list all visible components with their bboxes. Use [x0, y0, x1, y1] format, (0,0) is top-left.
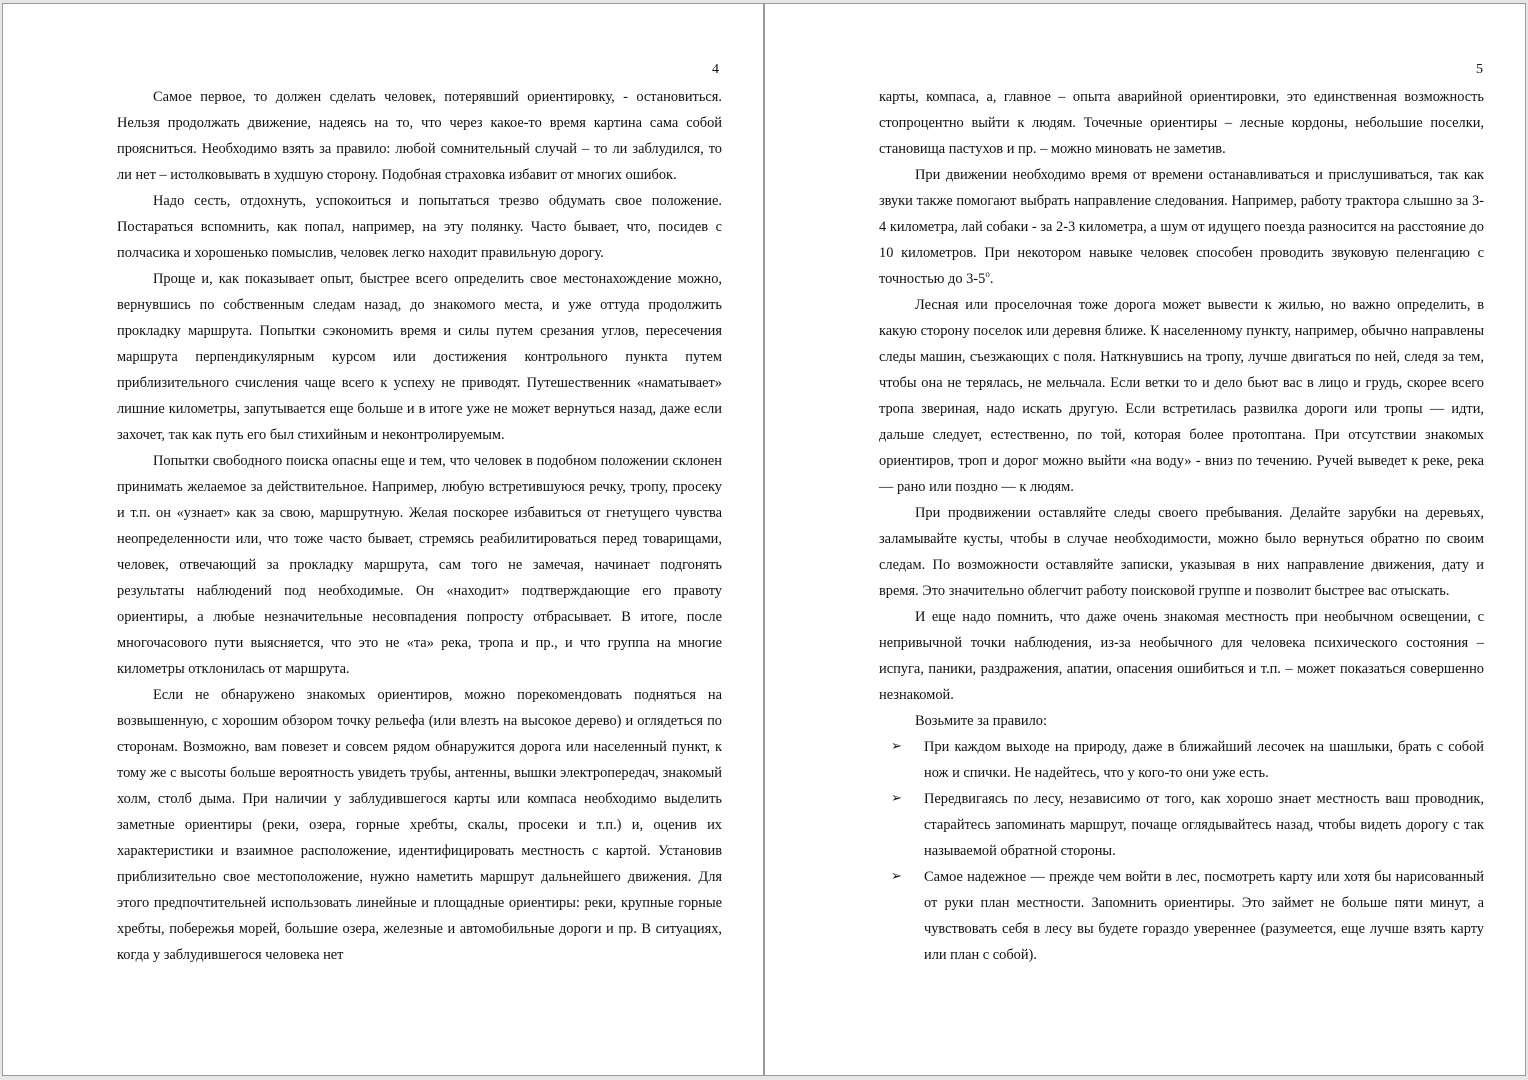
arrow-bullet-icon: ➢: [891, 739, 902, 754]
paragraph: Надо сесть, отдохнуть, успокоиться и попытаться трезво обдумать свое положение. Постараться вспомнить, как попал, например, на эту полянку. Часто бывает, что, посидев с полчасика и хорошенько помыслив, человек легко находит правильную дорогу.: [117, 193, 722, 261]
arrow-bullet-icon: ➢: [891, 791, 902, 806]
list-item: [879, 864, 1484, 968]
paragraph: Если не обнаружено знакомых ориентиров, можно порекомендовать подняться на возвышенную, с хорошим обзором точку рельефа (или влезть на высокое дерево) и оглядеться по сторонам. Возможно, вам повезет и совсем рядом обнаружится дорога или населенный пункт, к тому же с высоты больше вероятность увидеть трубы, антенны, вышки электропередач, знакомый холм, столб дыма. При наличии у заблудившегося карты или компаса необходимо выделить заметные ориентиры (реки, озера, горные хребты, скалы, просеки и т.п.) и, оценив их характеристики и взаимное расположение, идентифицировать местность с картой. Установив приблизительно свое местоположение, нужно наметить маршрут дальнейшего движения. Для этого предпочтительней использовать линейные и площадные ориентиры: реки, крупные горные хребты, побережья морей, большие озера, железные и автомобильные дороги и пр. В ситуациях, когда у заблудившегося человека нет: [117, 687, 722, 963]
paragraph: Лесная или проселочная тоже дорога может вывести к жилью, но важно определить, в какую сторону поселок или деревня ближе. К населенному пункту, например, обычно направлены следы машин, съезжающих с поля. Наткнувшись на тропу, лучше двигаться по ней, следя за тем, чтобы она не терялась, не мельчала. Если ветки то и дело бьют вас в лицо и грудь, скорее всего тропа звериная, надо искать другую. Если встретилась развилка дороги или тропы — идти, дальше следует, естественно, по той, которая более протоптана. При отсутствии знакомых ориентиров, троп и дорог можно выйти «на воду» - вниз по течению. Ручей выведет к реке, река — рано или поздно — к людям.: [879, 297, 1484, 495]
paragraph: И еще надо помнить, что даже очень знакомая местность при необычном освещении, с непривычной точки наблюдения, из-за необычного для человека психического состояния – испуга, паники, раздражения, апатии, опасения ошибиться и т.п. – может показаться совершенно незнакомой.: [879, 609, 1484, 703]
page-text: [879, 84, 1484, 968]
paragraph: Самое первое, то должен сделать человек, потерявший ориентировку, - остановиться. Нельзя продолжать движение, надеясь на то, что через какое-то время картина сама собой проясниться. Необходимо взять за правило: любой сомнительный случай – то ли заблудился, то ли нет – истолковывать в худшую сторону. Подобная страховка избавит от многих ошибок.: [117, 89, 722, 183]
paragraph: Попытки свободного поиска опасны еще и тем, что человек в подобном положении склонен принимать желаемое за действительное. Например, любую встретившуюся речку, тропу, просеку и т.п. он «узнает» как за свою, маршрутную. Желая поскорее избавиться от гнетущего чувства неопределенности или, что тоже часто бывает, стремясь реабилитироваться перед товарищами, человек, отвечающий за прокладку маршрута, сам того не замечая, начинает подгонять результаты наблюдений под необходимые. Он «находит» подтверждающие его правоту ориентиры, а любые незначительные несовпадения попросту отбрасывает. В итоге, после многочасового пути выясняется, что это не «та» река, тропа и пр., и что группа на многие километры отклонилась от маршрута.: [117, 453, 722, 677]
list-item-text: При каждом выходе на природу, даже в ближайший лесочек на шашлыки, брать с собой нож и спички. Не надейтесь, что у кого-то они уже есть.: [924, 739, 1484, 781]
page-left: [2, 3, 764, 1076]
arrow-bullet-icon: ➢: [891, 869, 902, 884]
paragraph-text: При движении необходимо время от времени останавливаться и прислушиваться, так как звуки также помогают выбрать направление следования. Например, работу трактора слышно за 3-4 километра, лай собаки - за 2-3 километра, а шум от идущего поезда разносится на расстояние до 10 километров. При некотором навыке человек способен проводить звуковую пеленгацию с точностью до 3-5: [879, 167, 1484, 287]
page-text: [117, 84, 722, 968]
rules-list: [879, 734, 1484, 968]
page-number: 4: [712, 62, 719, 77]
paragraph-end: .: [989, 271, 994, 287]
paragraph: При продвижении оставляйте следы своего пребывания. Делайте зарубки на деревьях, заламывайте кусты, чтобы в случае необходимости, можно было вернуться обратно по своим следам. По возможности оставляйте записки, указывая в них направление движения, дату и время. Это значительно облегчит работу поисковой группе и позволит быстрее вас отыскать.: [879, 505, 1484, 599]
list-item-text: Передвигаясь по лесу, независимо от того, как хорошо знает местность ваш проводник, старайтесь запоминать маршрут, почаще оглядывайтесь назад, чтобы видеть дорогу с так называемой обратной стороны.: [924, 791, 1484, 859]
paragraph-continuation: карты, компаса, а, главное – опыта аварийной ориентировки, это единственная возможность стопроцентно выйти к людям. Точечные ориентиры – лесные кордоны, небольшие поселки, становища пастухов и пр. – можно миновать не заметив.: [879, 89, 1484, 157]
paragraph: [879, 162, 1484, 292]
rules-title: Возьмите за правило:: [915, 713, 1047, 729]
page-number: 5: [1476, 62, 1483, 77]
degree-superscript: о: [985, 269, 990, 280]
list-item: [879, 786, 1484, 864]
list-item-text: Самое надежное — прежде чем войти в лес, посмотреть карту или хотя бы нарисованный от руки план местности. Запомнить ориентиры. Это займет не больше пяти минут, а чувствовать себя в лесу вы будете гораздо увереннее (разумеется, еще лучше взять карту или план с собой).: [924, 869, 1484, 963]
page-right: [764, 3, 1526, 1076]
list-item: [879, 734, 1484, 786]
paragraph: Проще и, как показывает опыт, быстрее всего определить свое местонахождение можно, вернувшись по собственным следам назад, до знакомого места, и уже оттуда продолжить прокладку маршрута. Попытки сэкономить время и силы путем срезания углов, пересечения маршрута перпендикулярным курсом или достижения контрольного пункта путем приблизительного счисления чаще всего к успеху не приводят. Путешественник «наматывает» лишние километры, запутывается еще больше и в итоге уже не может вернуться назад, даже если захочет, так как путь его был стихийным и неконтролируемым.: [117, 271, 722, 443]
